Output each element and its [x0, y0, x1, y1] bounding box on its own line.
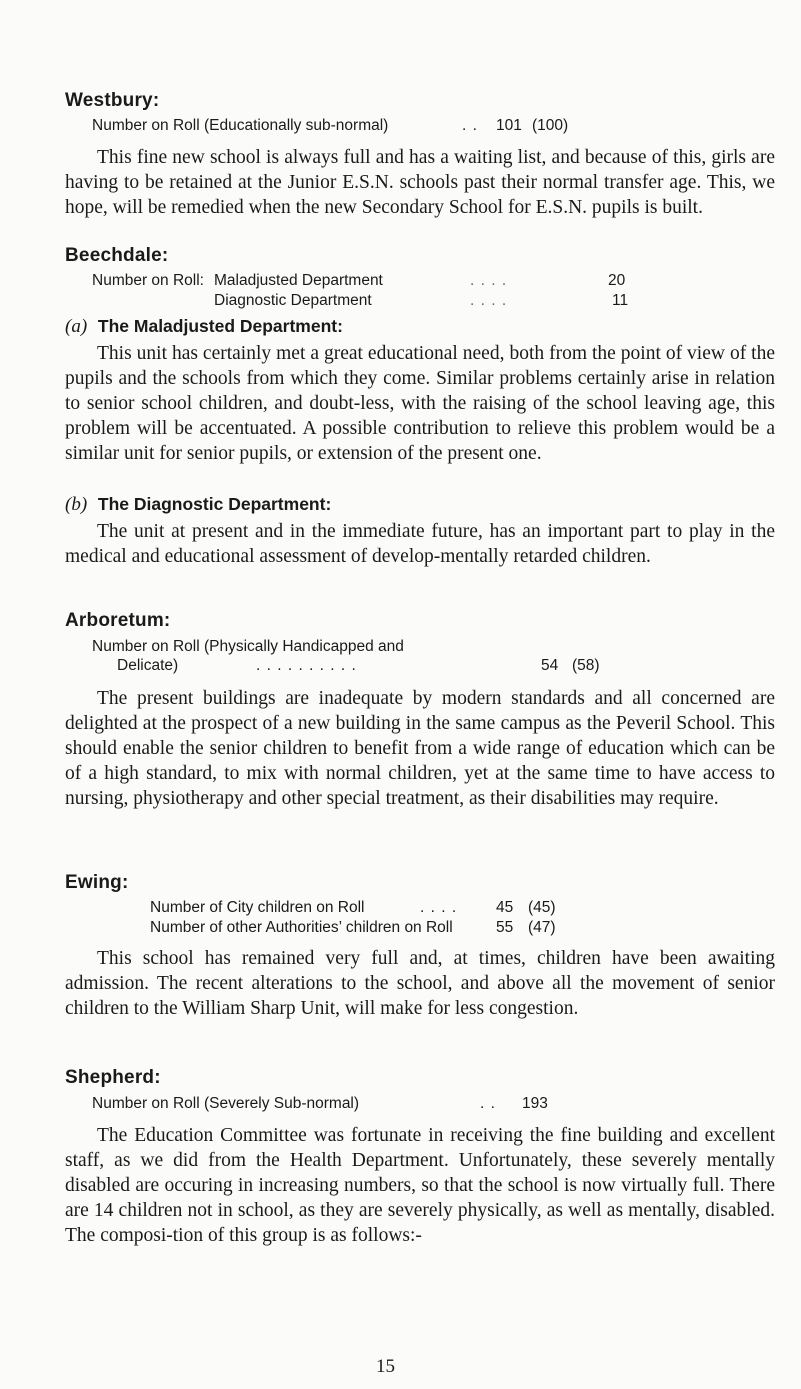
- sub-a-title: The Maladjusted Department:: [97, 316, 343, 336]
- shepherd-roll-value: 193: [522, 1095, 548, 1112]
- ewing-row1-dots: . . . .: [420, 899, 458, 916]
- westbury-roll-value: 101: [496, 117, 522, 134]
- beechdale-dept1-dots: . . . .: [470, 272, 508, 289]
- shepherd-roll-dots: . .: [480, 1095, 496, 1112]
- diagnostic-subheading: [65, 494, 331, 516]
- westbury-roll-prev: (100): [532, 117, 569, 134]
- sub-a-marker: (a): [65, 316, 88, 337]
- shepherd-heading: Shepherd:: [65, 1067, 161, 1088]
- maladjusted-subheading: [65, 316, 343, 338]
- beechdale-heading: Beechdale:: [65, 245, 169, 266]
- arboretum-paragraph: The present buildings are inadequate by modern standards and all concerned are delighted at the prospect of a new building in the same campus as the Peveril School. This should enable the senior children to benefit from a wide range of education which can be of a high standard, to mix with normal children, yet at the same time to have access to nursing, physiotherapy and other special treatment, as their disabilities may require.: [65, 688, 775, 809]
- beechdale-roll-label: Number on Roll:: [92, 272, 204, 289]
- arboretum-roll-value: 54: [541, 657, 559, 674]
- ewing-row2-value: 55: [496, 919, 514, 936]
- beechdale-dept2-value: 11: [612, 292, 629, 309]
- ewing-row1-value: 45: [496, 899, 514, 916]
- diagnostic-paragraph: The unit at present and in the immediate future, has an important part to play in the medical and educational assessment of develop-mentally retarded children.: [65, 521, 775, 567]
- ewing-row1-label: Number of City children on Roll: [150, 899, 365, 916]
- arboretum-heading: Arboretum:: [65, 610, 171, 631]
- arboretum-roll-prev: (58): [572, 657, 600, 674]
- arboretum-roll-label-2: Delicate): [117, 657, 179, 674]
- ewing-paragraph: This school has remained very full and, at times, children have been awaiting admission. The recent alterations to the school, and above all the movement of senior children to the William Sharp Unit, will make for less congestion.: [65, 948, 775, 1019]
- maladjusted-paragraph: This unit has certainly met a great educational need, both from the point of view of the pupils and the schools from which they come. Similar problems certainly arise in relation to senior school children, and doubt-less, with the raising of the school leaving age, this problem will be accentuated. A possible contribution to relieve this problem would be a similar unit for senior pupils, or extension of the present one.: [65, 343, 775, 464]
- ewing-heading: Ewing:: [65, 872, 129, 893]
- shepherd-paragraph: The Education Committee was fortunate in receiving the fine building and excellent staff, as we did from the Health Department. Unfortunately, these severely mentally disabled are occuring in increasing numbers, so that the school is now virtually full. There are 14 children not in school, as they are severely physically, as well as mentally, disabled. The composi-tion of this group is as follows:-: [65, 1125, 775, 1246]
- westbury-roll-label: Number on Roll (Educationally sub-normal): [92, 117, 389, 134]
- sub-b-marker: (b): [65, 494, 88, 515]
- beechdale-dept2-dots: . . . .: [470, 292, 508, 309]
- beechdale-dept1-label: Maladjusted Department: [214, 272, 383, 289]
- arboretum-roll-label-1: Number on Roll (Physically Handicapped and: [92, 638, 404, 655]
- arboretum-roll-dots: . . . . . . . . . .: [256, 657, 357, 674]
- beechdale-dept2-label: Diagnostic Department: [214, 292, 372, 309]
- ewing-row2-prev: (47): [528, 919, 556, 936]
- page-number: 15: [376, 1356, 395, 1377]
- westbury-heading: Westbury:: [65, 90, 160, 111]
- ewing-row1-prev: (45): [528, 899, 556, 916]
- sub-b-title: The Diagnostic Department:: [97, 494, 332, 514]
- ewing-row2-label: Number of other Authorities’ children on Roll: [150, 919, 453, 936]
- shepherd-roll-label: Number on Roll (Severely Sub-normal): [92, 1095, 360, 1112]
- westbury-paragraph: This fine new school is always full and has a waiting list, and because of this, girls are having to be retained at the Junior E.S.N. schools past their normal transfer age. This, we hope, will be remedied when the new Secondary School for E.S.N. pupils is built.: [65, 147, 775, 218]
- beechdale-dept1-value: 20: [608, 272, 626, 289]
- westbury-roll-dots: . .: [462, 117, 478, 134]
